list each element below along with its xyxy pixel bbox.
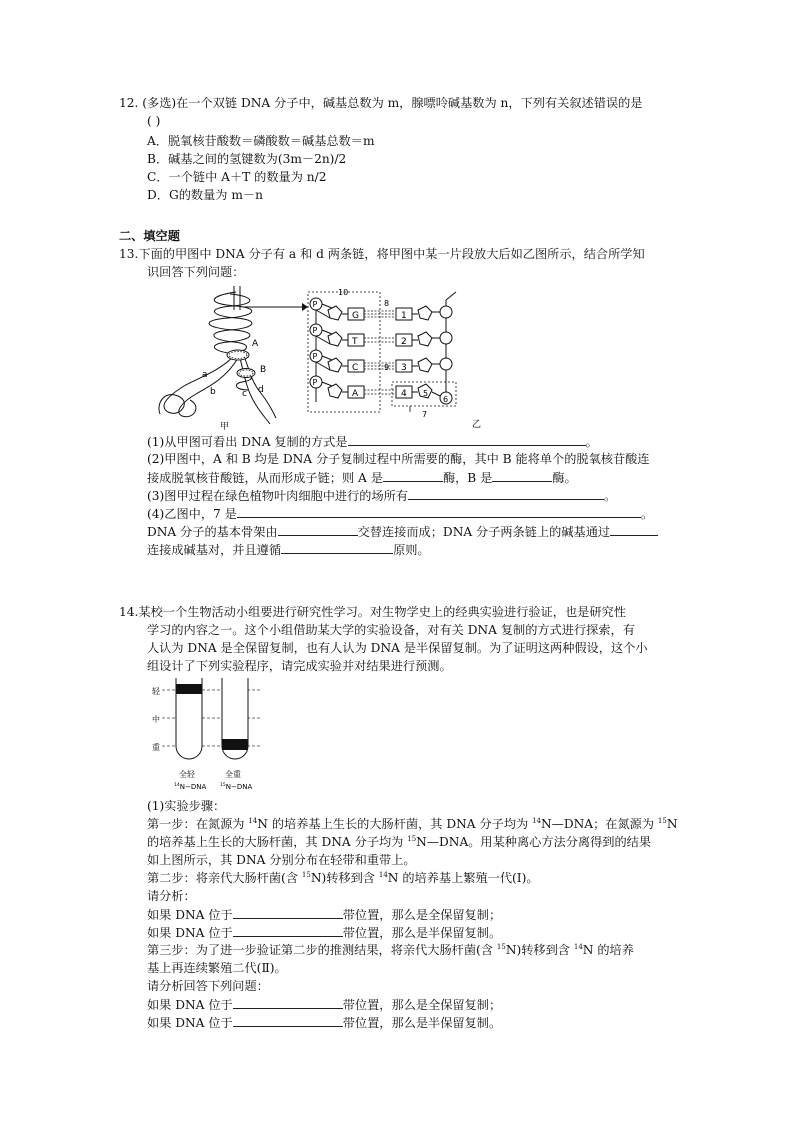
yi-base-left-1: G	[352, 311, 359, 321]
q13-stem-line1: 13.下面的甲图中 DNA 分子有 a 和 d 两条链，将甲图中某一片段放大后如乙图所示，结合所学知	[119, 247, 645, 261]
answer-blank-5[interactable]	[278, 523, 358, 536]
yi-phosphate-4: P	[312, 378, 318, 387]
q12-stem-line1: 12. (多选)在一个双链 DNA 分子中，碱基总数为 m，腺嘌呤碱基数为 n，下列有关叙述错误的是	[119, 96, 643, 110]
q14-step2: 第二步：将亲代大肠杆菌(含 $^{15}$N)转移到含 $^{14}$N 的培养基上繁殖一代(Ⅰ)。	[147, 871, 539, 885]
q14-case-1: 如果 DNA 位于 带位置，那么是全保留复制；	[147, 908, 502, 922]
tube1-sub: $^{14}$N−DNA	[174, 783, 207, 791]
q14-case-2: 如果 DNA 位于 带位置，那么是半保留复制。	[147, 926, 502, 940]
yi-phosphate-1: P	[312, 300, 318, 309]
q12-option-c: C．一个链中 A＋T 的数量为 n/2	[147, 170, 327, 184]
q14-step1-line1: 第一步：在氮源为 $^{14}$N 的培养基上生长的大肠杆菌，其 DNA 分子均为 $^{14}$N—DNA；在氮源为 $^{15}$N	[147, 817, 678, 831]
yi-label-6: 6	[443, 395, 449, 404]
tube1-band	[177, 684, 202, 694]
q13-part1: (1)从甲图可看出 DNA 复制的方式是 。	[147, 435, 598, 449]
answer-blank-enzyme-b[interactable]	[492, 469, 552, 482]
answer-blank-6[interactable]	[610, 523, 658, 536]
jia-label-c: c	[242, 389, 247, 399]
yi-base-left-4: A	[352, 389, 359, 399]
answer-blank-1[interactable]	[348, 433, 586, 446]
q13-part6: 连接成碱基对，并且遵循 原则。	[147, 543, 430, 557]
q14-step3-line1: 第三步：为了进一步验证第二步的推测结果，将亲代大肠杆菌(含 $^{15}$N)转移到含 $^{14}$N 的培养	[147, 943, 634, 957]
yi-base-right-3: 3	[401, 363, 407, 373]
yi-phosphate-3: P	[312, 352, 318, 361]
yi-phosphate-2: P	[312, 326, 318, 335]
q12-option-d: D．G的数量为 m－n	[147, 188, 263, 202]
band-label-mid: 中	[152, 715, 160, 724]
q13-part2-line2: 接成脱氧核苷酸链，从而形成子链；则 A 是 酶，B 是 酶。	[147, 471, 577, 485]
yi-label-8: 8	[384, 299, 390, 308]
tube2-sub: $^{15}$N−DNA	[220, 783, 253, 791]
q14-stem-line1: 14.某校一个生物活动小组要进行研究性学习。对生物学史上的经典实验进行验证，也是研究性	[119, 605, 626, 619]
jia-label-d: d	[258, 385, 264, 395]
answer-blank-10[interactable]	[233, 996, 343, 1009]
figure-yi-dna-segment	[300, 286, 480, 428]
jia-label-A: A	[252, 339, 259, 349]
yi-base-right-2: 2	[401, 337, 407, 347]
answer-blank-7[interactable]	[281, 541, 393, 554]
yi-label-9: 9	[384, 363, 390, 372]
tube2-caption: 全重	[225, 770, 241, 779]
answer-blank-enzyme-a[interactable]	[383, 469, 443, 482]
q13-part4: (4)乙图中，7 是 。	[147, 507, 654, 521]
q13-stem-line2: 识回答下列问题：	[147, 265, 245, 279]
q14-step1-line2: 的培养基上生长的大肠杆菌，其 DNA 分子均为 $^{15}$N—DNA。用某种离心方法分离得到的结果	[147, 835, 652, 849]
section-title: 二、填空题	[119, 229, 180, 243]
q12-option-a: A．脱氧核苷酸数＝磷酸数＝碱基总数＝m	[147, 134, 375, 148]
answer-blank-8[interactable]	[233, 906, 343, 919]
q13-part2-line1: (2)甲图中，A 和 B 均是 DNA 分子复制过程中所需要的酶，其中 B 能将单个的脱氧核苷酸连	[147, 452, 650, 466]
q14-step-heading: (1)实验步骤：	[147, 799, 226, 813]
yi-label-7: 7	[422, 410, 428, 419]
q14-case-4: 如果 DNA 位于 带位置，那么是半保留复制。	[147, 1016, 502, 1030]
band-label-heavy: 重	[152, 743, 160, 752]
yi-caption: 乙	[472, 420, 482, 430]
q12-answer-paren: ( )	[147, 114, 161, 128]
q14-analysis-1: 请分析：	[147, 889, 196, 903]
q14-case-3: 如果 DNA 位于 带位置，那么是全保留复制；	[147, 998, 502, 1012]
answer-blank-4[interactable]	[237, 505, 641, 518]
q14-stem-line4: 组设计了下列实验程序，请完成实验并对结果进行预测。	[147, 659, 452, 673]
jia-label-B: B	[260, 365, 267, 375]
q14-analysis-2: 请分析回答下列问题：	[147, 979, 269, 993]
yi-base-right-1: 1	[401, 311, 407, 321]
tube2-band	[223, 739, 248, 750]
q13-part5: DNA 分子的基本骨架由 交替连接而成；DNA 分子两条链上的碱基通过	[147, 523, 658, 540]
figure-centrifuge-tubes	[146, 676, 270, 800]
q14-stem-line3: 人认为 DNA 是全保留复制，也有人认为 DNA 是半保留复制。为了证明这两种假设，这个小	[147, 641, 648, 655]
answer-blank-3[interactable]	[408, 487, 604, 500]
answer-blank-9[interactable]	[233, 924, 343, 937]
jia-label-a: a	[202, 370, 208, 380]
yi-label-10: 10	[338, 288, 349, 297]
band-label-light: 轻	[152, 687, 160, 696]
q14-stem-line2: 学习的内容之一。这个小组借助某大学的实验设备，对有关 DNA 复制的方式进行探索，有	[147, 623, 635, 637]
yi-base-left-3: C	[352, 363, 359, 373]
q12-option-b: B．碱基之间的氢键数为(3m－2n)/2	[147, 152, 347, 166]
yi-label-5: 5	[423, 389, 429, 398]
q14-step1-line3: 如上图所示，其 DNA 分别分布在轻带和重带上。	[147, 853, 416, 867]
q14-step3-line2: 基上再连续繁殖二代(Ⅱ)。	[147, 961, 287, 975]
yi-base-right-4: 4	[401, 389, 407, 399]
tube1-caption: 全轻	[179, 770, 195, 779]
figure-arrow	[244, 300, 308, 314]
jia-caption: 甲	[220, 422, 230, 432]
q13-part3: (3)图甲过程在绿色植物叶肉细胞中进行的场所有 。	[147, 489, 617, 503]
yi-base-left-2: T	[352, 337, 358, 347]
answer-blank-11[interactable]	[233, 1014, 343, 1027]
jia-label-b: b	[210, 387, 216, 397]
